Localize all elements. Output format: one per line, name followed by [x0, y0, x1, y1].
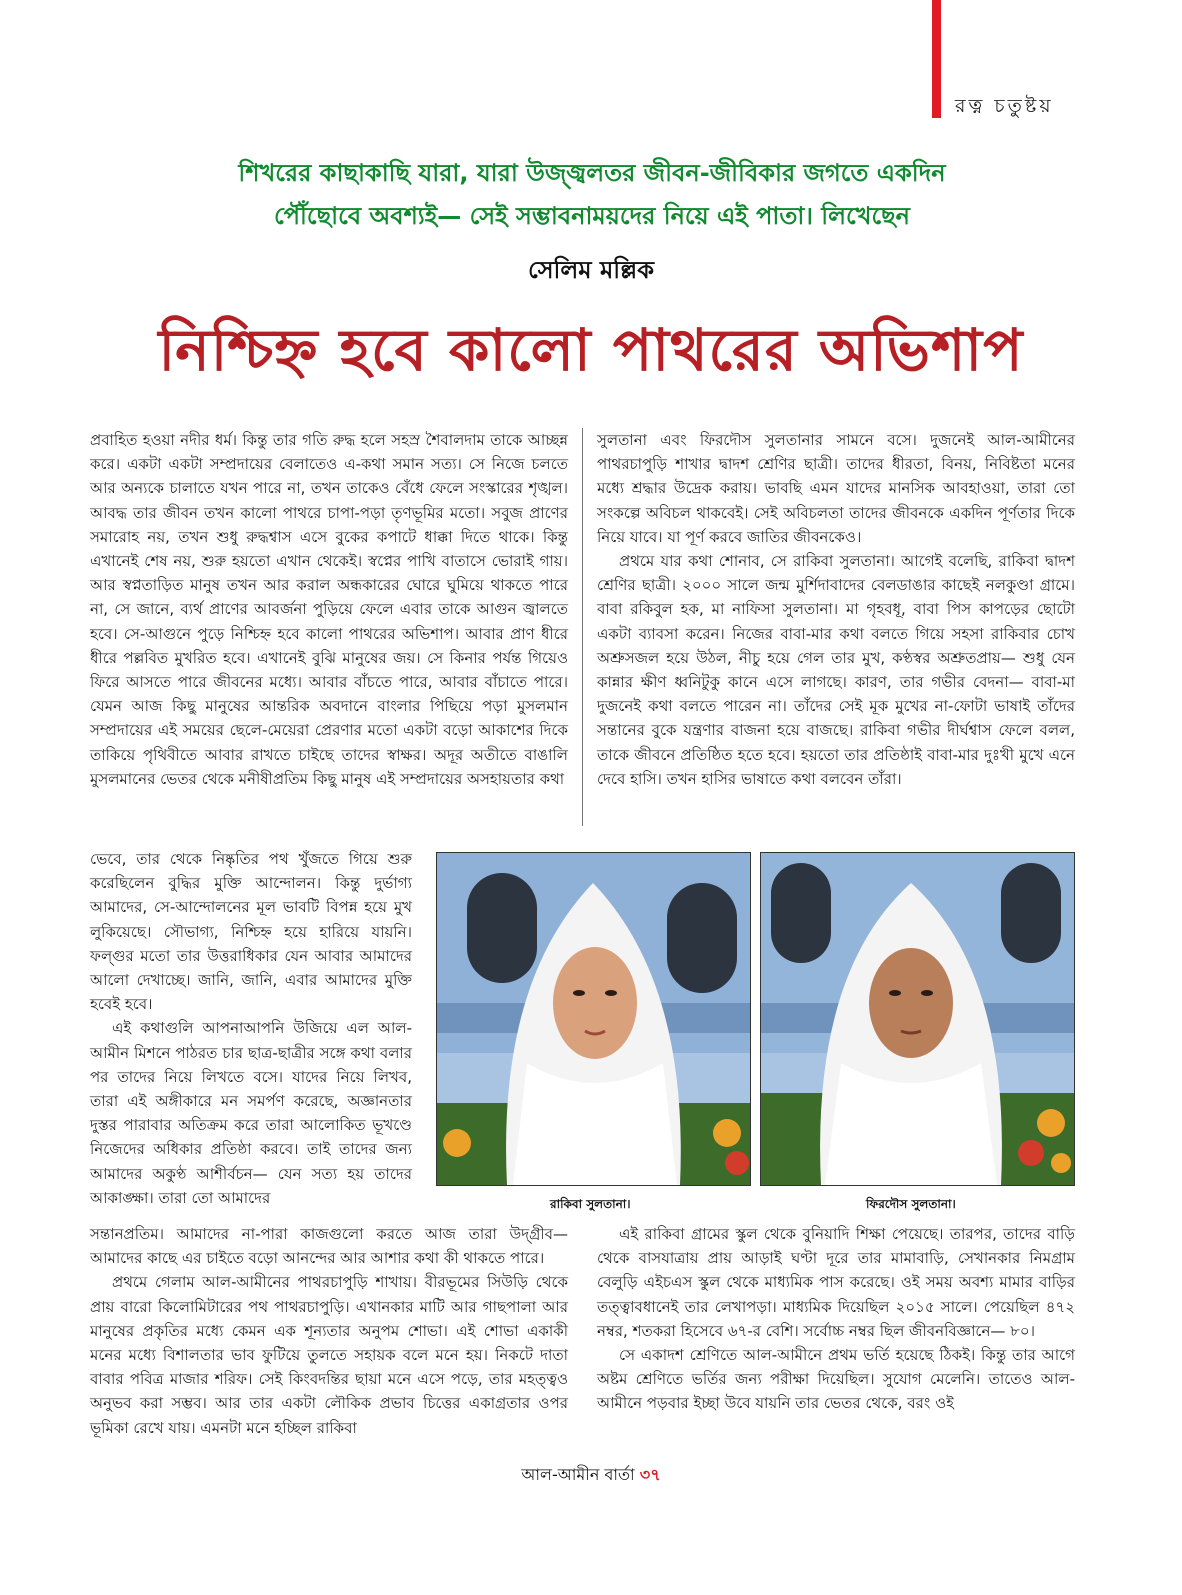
portrait-illustration	[437, 853, 750, 1185]
portrait-illustration	[761, 853, 1074, 1185]
section-tag: রত্ন চতুষ্টয়	[955, 95, 1054, 117]
photo-caption: ফিরদৌস সুলতানা।	[866, 1197, 956, 1211]
column-divider	[582, 428, 583, 826]
paragraph: এই রাকিবা গ্রামের স্কুল থেকে বুনিয়াদি শিক্ষা পেয়েছে। তারপর, তাদের বাড়ি থেকে বাসযাত্রায় প্রায় আড়াই ঘণ্টা দূরে তার মামাবাড়ি, সেখানকার নিমগ্রাম বেলুড়ি এইচএস স্কুল থেকে মাধ্যমিক পাস করেছে। ওই সময় অবশ্য মামার বাড়ির তত্ত্বাবধানেই তার লেখাপড়া। মাধ্যমিক দিয়েছিল ২০১৫ সালে। পেয়েছিল ৪৭২ নম্বর, শতকরা হিসেবে ৬৭-র বেশি। সর্বোচ্চ নম্বর ছিল জীবনবিজ্ঞানে— ৮০।	[597, 1225, 1075, 1340]
student-photo-rakiba	[436, 852, 751, 1186]
paragraph: সুলতানা এবং ফিরদৌস সুলতানার সামনে বসে। দুজনেই আল-আমীনের পাথরচাপুড়ি শাখার দ্বাদশ শ্রেণির ছাত্রী। তাদের ধীরতা, বিনয়, নিবিষ্টতা মনের মধ্যে শ্রদ্ধার উদ্রেক করায়। ভাবছি এমন যাদের মানসিক আবহাওয়া, তারা তো সংকল্পে অবিচল থাকবেই। সেই অবিচলতা তাদের জীবনকে একদিন পূর্ণতার দিকে নিয়ে যাবে। যা পূর্ণ করবে জাতির জীবনকেও।	[597, 431, 1075, 546]
article-column-left-middle	[90, 847, 412, 1210]
student-photo-firdous	[760, 852, 1075, 1186]
paragraph: এই কথাগুলি আপনাআপনি উজিয়ে এল আল-আমীন মিশনে পাঠরত চার ছাত্র-ছাত্রীর সঙ্গে কথা বলার পর তাদের নিয়ে লিখতে বসে। যাদের নিয়ে লিখব, তারা এই অঙ্গীকারে মন সমর্পণ করেছে, অজ্ঞানতার দুস্তর পারাবার অতিক্রম করে তারা আলোকিত ভূখণ্ডে নিজেদের অধিকার প্রতিষ্ঠা করবে। তাই তাদের জন্য আমাদের অকুণ্ঠ আশীর্বচন— যেন সত্য হয় তাদের আকাঙ্ক্ষা। তারা তো আমাদের	[90, 1019, 412, 1207]
paragraph: ভেবে, তার থেকে নিষ্কৃতির পথ খুঁজতে গিয়ে শুরু করেছিলেন বুদ্ধির মুক্তি আন্দোলন। কিন্তু দুর্ভাগ্য আমাদের, সে-আন্দোলনের মূল ভাবটি বিপন্ন হয়ে মুখ লুকিয়েছে। সৌভাগ্য, নিশ্চিহ্ন হয়ে হারিয়ে যায়নি। ফল্গুর মতো তার উত্তরাধিকার যেন আবার আমাদের আলো দেখাচ্ছে। জানি, জানি, এবার আমাদের মুক্তি হবেই হবে।	[90, 850, 412, 1014]
paragraph: সন্তানপ্রতিম। আমাদের না-পারা কাজগুলো করতে আজ তারা উদ্গ্রীব— আমাদের কাছে এর চাইতে বড়ো আনন্দের আর আশার কথা কী থাকতে পারে।	[90, 1225, 568, 1268]
author-byline: সেলিম মল্লিক	[527, 256, 655, 284]
red-accent-bar	[932, 0, 941, 118]
intro-line-2: পৌঁছোবে অবশ্যই— সেই সম্ভাবনাময়দের নিয়ে এই পাতা। লিখেছেন	[274, 202, 910, 230]
paragraph: প্রথমে যার কথা শোনাব, সে রাকিবা সুলতানা। আগেই বলেছি, রাকিবা দ্বাদশ শ্রেণির ছাত্রী। ২০০০ সালে জন্ম মুর্শিদাবাদের বেলডাঙার কাছেই নলকুণ্ডা গ্রামে। বাবা রকিবুল হক, মা নাফিসা সুলতানা। মা গৃহবধূ, বাবা পিস কাপড়ের ছোটো একটা ব্যাবসা করেন। নিজের বাবা-মার কথা বলতে গিয়ে সহসা রাকিবার চোখ অশ্রুসজল হয়ে উঠল, নীচু হয়ে গেল তার মুখ, কণ্ঠস্বর অশ্রুতপ্রায়— শুধু যেন কান্নার ক্ষীণ ধ্বনিটুকু কানে এসে লাগছে। কারণ, তার গভীর বেদনা— বাবা-মা দুজনেই কথা বলতে পারেন না। তাঁদের সেই মূক মুখের না-ফোটা ভাষাই তাঁদের সন্তানের বুকে যন্ত্রণার বাজনা হয়ে বাজছে। রাকিবা গভীর দীর্ঘশ্বাস ফেলে বলল, তাকে জীবনে প্রতিষ্ঠিত হতে হবে। হয়তো তার প্রতিষ্ঠাই বাবা-মার দুঃখী মুখে এনে দেবে হাসি। তখন হাসির ভাষাতে কথা বলবেন তাঁরা।	[597, 552, 1075, 788]
article-column-left-bottom	[90, 1222, 568, 1440]
article-column-left-top	[90, 428, 568, 791]
page-number: ৩৭	[639, 1465, 661, 1484]
intro-blurb	[120, 152, 1064, 238]
page-footer	[0, 1462, 1182, 1489]
publication-name: আল-আমীন বার্তা	[521, 1465, 635, 1484]
article-column-right-top	[597, 428, 1075, 791]
article-column-right-bottom	[597, 1222, 1075, 1416]
intro-line-1: শিখরের কাছাকাছি যারা, যারা উজ্জ্বলতর জীবন-জীবিকার জগতে একদিন	[238, 159, 946, 187]
paragraph: সে একাদশ শ্রেণিতে আল-আমীনে প্রথম ভর্তি হয়েছে ঠিকই। কিন্তু তার আগে অষ্টম শ্রেণিতে ভর্তির জন্য পরীক্ষা দিয়েছিল। সুযোগ মেলেনি। তাতেও আল-আমীনে পড়বার ইচ্ছা উবে যায়নি তার ভেতর থেকে, বরং ওই	[597, 1346, 1075, 1413]
article-headline: নিশ্চিহ্ন হবে কালো পাথরের অভিশাপ	[158, 316, 1024, 384]
photo-caption: রাকিবা সুলতানা।	[550, 1197, 631, 1211]
paragraph: প্রবাহিত হওয়া নদীর ধর্ম। কিন্তু তার গতি রুদ্ধ হলে সহস্র শৈবালদাম তাকে আচ্ছন্ন করে। একটা একটা সম্প্রদায়ের বেলাতেও এ-কথা সমান সত্য। সে নিজে চলতে আর অন্যকে চালাতে যখন পারে না, তখন তাকেও বেঁধে ফেলে সংস্কারের শৃঙ্খল। আবদ্ধ তার জীবন তখন কালো পাথরে চাপা-পড়া তৃণভূমির মতো। সবুজ প্রাণের সমারোহ নয়, তখন শুধু রুদ্ধশ্বাস এসে বুকের কপাটে ধাক্কা দিতে থাকে। কিন্তু এখানেই শেষ নয়, শুরু হয়তো এখান থেকেই। স্বপ্নের পাখি বাতাসে ভোরাই গায়। আর স্বপ্নতাড়িত মানুষ তখন আর করাল অন্ধকারের ঘোরে ঘুমিয়ে থাকতে পারে না, সে জানে, ব্যর্থ প্রাণের আবর্জনা পুড়িয়ে ফেলে এবার তাকে আগুন জ্বালতে হবে। সে-আগুনে পুড়ে নিশ্চিহ্ন হবে কালো পাথরের অভিশাপ। আবার প্রাণ ধীরে ধীরে পল্লবিত মুখরিত হবে। এখানেই বুঝি মানুষের জয়। সে কিনার পর্যন্ত গিয়েও ফিরে আসতে পারে জীবনের মধ্যে। আবার বাঁচতে পারে, আবার বাঁচাতে পারে। যেমন আজ কিছু মানুষের আন্তরিক অবদানে বাংলার পিছিয়ে পড়া মুসলমান সম্প্রদায়ের এই সময়ের ছেলে-মেয়েরা প্রেরণার মতো একটা বড়ো আকাশের দিকে তাকিয়ে পৃথিবীতে আবার রাখতে চাইছে তাদের স্বাক্ষর। অদূর অতীতে বাঙালি মুসলমানের ভেতর থেকে মনীষীপ্রতিম কিছু মানুষ এই সম্প্রদায়ের অসহায়তার কথা	[90, 431, 568, 788]
paragraph: প্রথমে গেলাম আল-আমীনের পাথরচাপুড়ি শাখায়। বীরভূমের সিউড়ি থেকে প্রায় বারো কিলোমিটারের পথ পাথরচাপুড়ি। এখানকার মাটি আর গাছপালা আর মানুষের প্রকৃতির মধ্যে কেমন এক শূন্যতার অনুপম শোভা। এই শোভা একাকী মনের মধ্যে বিশালতার ভাব ফুটিয়ে তুলতে সহায়ক বলে মনে হয়। নিকটে দাতা বাবার পবিত্র মাজার শরিফ। সেই কিংবদন্তির ছায়া মনে এসে পড়ে, তার মহত্ত্বও অনুভব করা সম্ভব। আর তার একটা লৌকিক প্রভাব চিত্তের একাগ্রতার ওপর ভূমিকা রেখে যায়। এমনটা মনে হচ্ছিল রাকিবা	[90, 1273, 568, 1437]
